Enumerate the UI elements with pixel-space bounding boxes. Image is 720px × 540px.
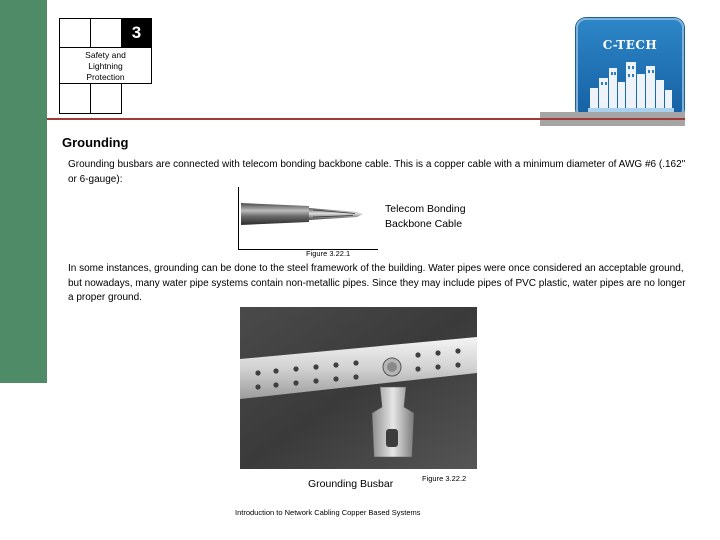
chapter-label [59, 47, 152, 84]
section-heading: Grounding [62, 135, 129, 150]
chapter-label-line: Safety and [85, 50, 126, 60]
chapter-grid-cell [90, 18, 122, 48]
telecom-cable-image [238, 187, 378, 250]
intro-paragraph: Grounding busbars are connected with telecom bonding backbone cable. This is a copper cable with a minimum diameter of AWG #6 (.162" or 6-gauge): [68, 159, 686, 185]
cable-label [385, 202, 466, 231]
chapter-number: 3 [121, 18, 152, 48]
city-skyline-icon [588, 54, 674, 112]
busbar-illustration [240, 307, 477, 469]
figure-caption-2: Figure 3.22.2 [422, 474, 467, 483]
header-rule [47, 118, 685, 120]
grounding-busbar-photo [240, 307, 477, 469]
chapter-label-line: Protection [86, 72, 125, 82]
chapter-label-line: Lightning [88, 61, 123, 71]
cable-label-line: Backbone Cable [385, 217, 463, 230]
figure-caption-1: Figure 3.22.1 [306, 249, 351, 258]
logo-text: C-TECH [602, 38, 658, 52]
chapter-grid-cell [59, 83, 91, 114]
cable-illustration [239, 187, 378, 249]
busbar-label: Grounding Busbar [308, 478, 394, 490]
chapter-grid-cell [59, 18, 91, 48]
water-pipes-paragraph: In some instances, grounding can be done to the steel framework of the building. Water pipes were once considered an acceptable ground, but nowadays, many water pipe systems contain non-metallic pipes. Since they may include pipes of PVC plastic, water pipes are no longer a proper ground. [68, 263, 686, 303]
side-accent-bar [0, 0, 47, 383]
c-tech-logo [576, 18, 684, 119]
chapter-grid-cell [90, 83, 122, 114]
cable-label-line: Telecom Bonding [385, 203, 466, 215]
page-footer: Introduction to Network Cabling Copper Based Systems [235, 508, 421, 517]
